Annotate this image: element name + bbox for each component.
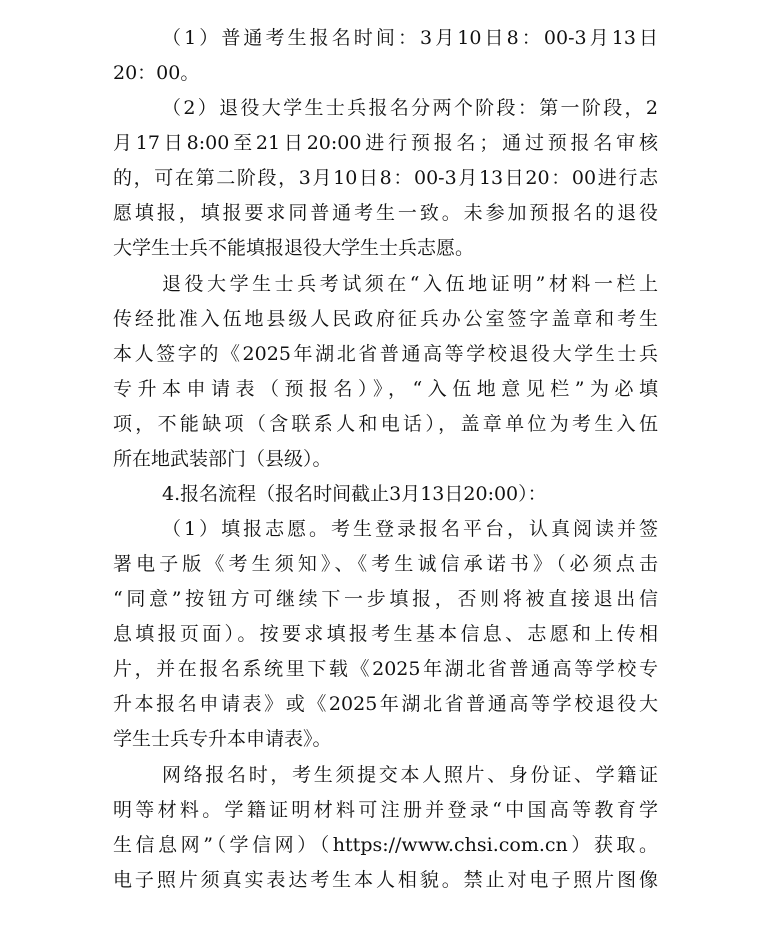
paragraph-line: （1）普通考生报名时间：3月10日8：00-3月13日 [162, 27, 658, 49]
paragraph-line: 月17日8:00至21日20:00进行预报名；通过预报名审核 [113, 132, 658, 154]
paragraph-line: 片，并在报名系统里下载《2025年湖北省普通高等学校专 [113, 658, 658, 680]
paragraph-line: 明等材料。学籍证明材料可注册并登录“中国高等教育学 [113, 799, 658, 821]
section-heading: 4.报名流程（报名时间截止3月13日20:00）： [162, 483, 547, 505]
paragraph-line: 专升本申请表（预报名）》，“入伍地意见栏”为必填 [113, 378, 658, 400]
paragraph-line: （2）退役大学生士兵报名分两个阶段：第一阶段，2 [162, 97, 658, 119]
paragraph-line: 电子照片须真实表达考生本人相貌。禁止对电子照片图像 [113, 869, 658, 891]
paragraph-line: 本人签字的《2025年湖北省普通高等学校退役大学生士兵 [113, 343, 658, 365]
paragraph-line: 愿填报，填报要求同普通考生一致。未参加预报名的退役 [113, 202, 658, 224]
paragraph-line: 所在地武装部门（县级）。 [113, 448, 332, 470]
paragraph-line: 署电子版《考生须知》、《考生诚信承诺书》（必须点击 [113, 553, 658, 575]
paragraph-line: 生信息网”（学信网）（https://www.chsi.com.cn）获取。 [113, 834, 658, 856]
paragraph-line: “同意”按钮方可继续下一步填报，否则将被直接退出信 [113, 588, 658, 610]
paragraph-line: 20：00。 [113, 62, 200, 84]
paragraph-line: 退役大学生士兵考试须在“入伍地证明”材料一栏上 [162, 273, 658, 295]
paragraph-line: 学生士兵专升本申请表》。 [113, 728, 332, 750]
paragraph-line: 网络报名时，考生须提交本人照片、身份证、学籍证 [162, 764, 658, 786]
paragraph-line: 的，可在第二阶段，3月10日8：00-3月13日20：00进行志 [113, 167, 658, 189]
paragraph-line: 传经批准入伍地县级人民政府征兵办公室签字盖章和考生 [113, 308, 658, 330]
paragraph-line: 大学生士兵不能填报退役大学生士兵志愿。 [113, 237, 475, 259]
paragraph-line: 息填报页面）。按要求填报考生基本信息、志愿和上传相 [113, 623, 658, 645]
paragraph-line: 升本报名申请表》或《2025年湖北省普通高等学校退役大 [113, 693, 658, 715]
paragraph-line: （1）填报志愿。考生登录报名平台，认真阅读并签 [162, 518, 658, 540]
paragraph-line: 项，不能缺项（含联系人和电话），盖章单位为考生入伍 [113, 413, 658, 435]
